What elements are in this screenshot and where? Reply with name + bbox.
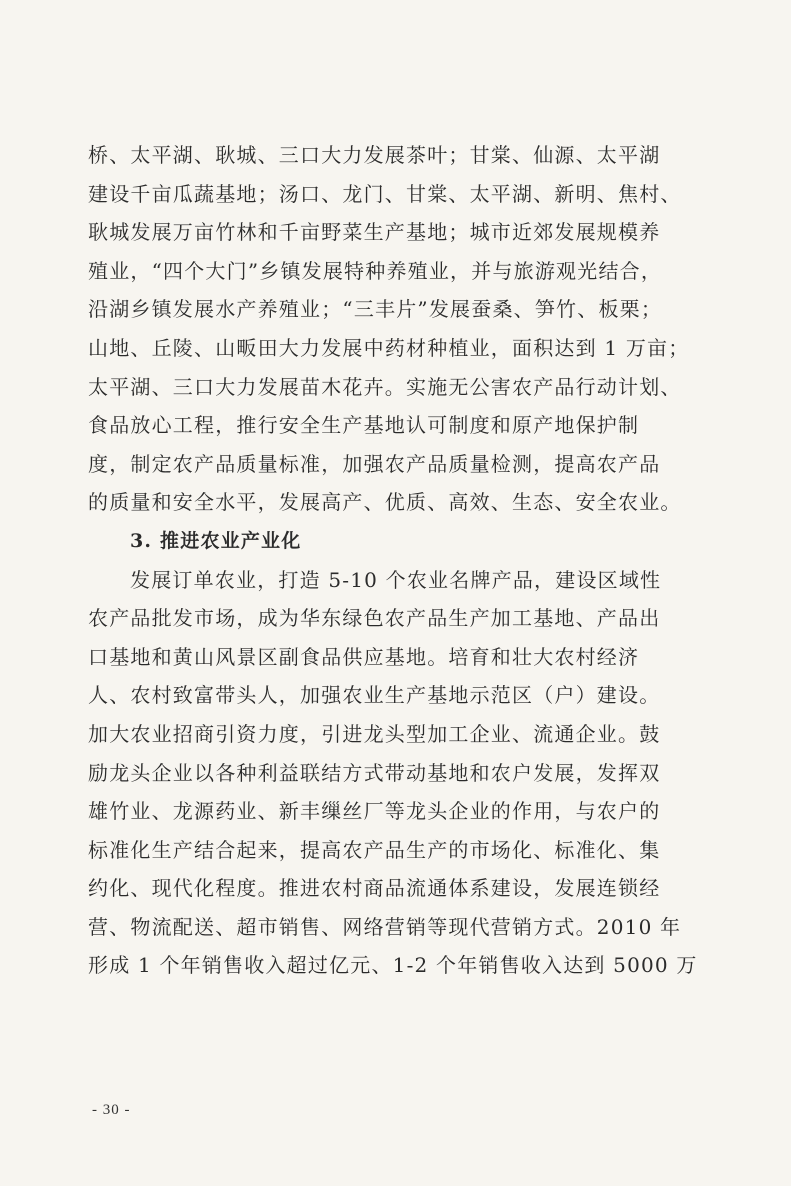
text-line: 度，制定农产品质量标准，加强农产品质量检测，提高农产品 xyxy=(88,451,661,476)
text-line: 的质量和安全水平，发展高产、优质、高效、生态、安全农业。 xyxy=(88,490,682,515)
section-heading: 3. 推进农业产业化 xyxy=(130,529,302,552)
text-line: 农产品批发市场，成为华东绿色农产品生产加工基地、产品出 xyxy=(88,606,661,631)
text-line: 太平湖、三口大力发展苗木花卉。实施无公害农产品行动计划、 xyxy=(88,374,682,399)
text-line: 耿城发展万亩竹林和千亩野菜生产基地；城市近郊发展规模养 xyxy=(88,220,661,245)
text-line: 营、物流配送、超市销售、网络营销等现代营销方式。2010 年 xyxy=(88,914,682,939)
text-line: 殖业，“四个大门”乡镇发展特种养殖业，并与旅游观光结合， xyxy=(88,258,663,283)
text-line: 沿湖乡镇发展水产养殖业；“三丰片”发展蚕桑、笋竹、板栗； xyxy=(88,297,663,322)
text-line: 励龙头企业以各种利益联结方式带动基地和农户发展，发挥双 xyxy=(88,760,661,785)
text-line: 标准化生产结合起来，提高农产品生产的市场化、标准化、集 xyxy=(88,837,661,862)
text-line: 约化、现代化程度。推进农村商品流通体系建设，发展连锁经 xyxy=(88,876,661,901)
text-line: 山地、丘陵、山畈田大力发展中药材种植业，面积达到 1 万亩； xyxy=(88,335,690,360)
page-number: - 30 - xyxy=(92,1102,131,1118)
text-line: 食品放心工程，推行安全生产基地认可制度和原产地保护制 xyxy=(88,413,640,438)
text-line: 口基地和黄山风景区副食品供应基地。培育和壮大农村经济 xyxy=(88,644,640,669)
text-line: 雄竹业、龙源药业、新丰缫丝厂等龙头企业的作用，与农户的 xyxy=(88,799,661,824)
text-line: 人、农村致富带头人，加强农业生产基地示范区（户）建设。 xyxy=(88,683,661,708)
paragraph-first-line: 发展订单农业，打造 5-10 个农业名牌产品，建设区域性 xyxy=(130,567,662,592)
text-line: 加大农业招商引资力度，引进龙头型加工企业、流通企业。鼓 xyxy=(88,721,661,746)
text-line: 形成 1 个年销售收入超过亿元、1-2 个年销售收入达到 5000 万 xyxy=(88,953,698,978)
body-text xyxy=(88,136,708,985)
text-line: 桥、太平湖、耿城、三口大力发展茶叶；甘棠、仙源、太平湖 xyxy=(88,143,661,167)
text-line: 建设千亩瓜蔬基地；汤口、龙门、甘棠、太平湖、新明、焦村、 xyxy=(88,181,682,206)
